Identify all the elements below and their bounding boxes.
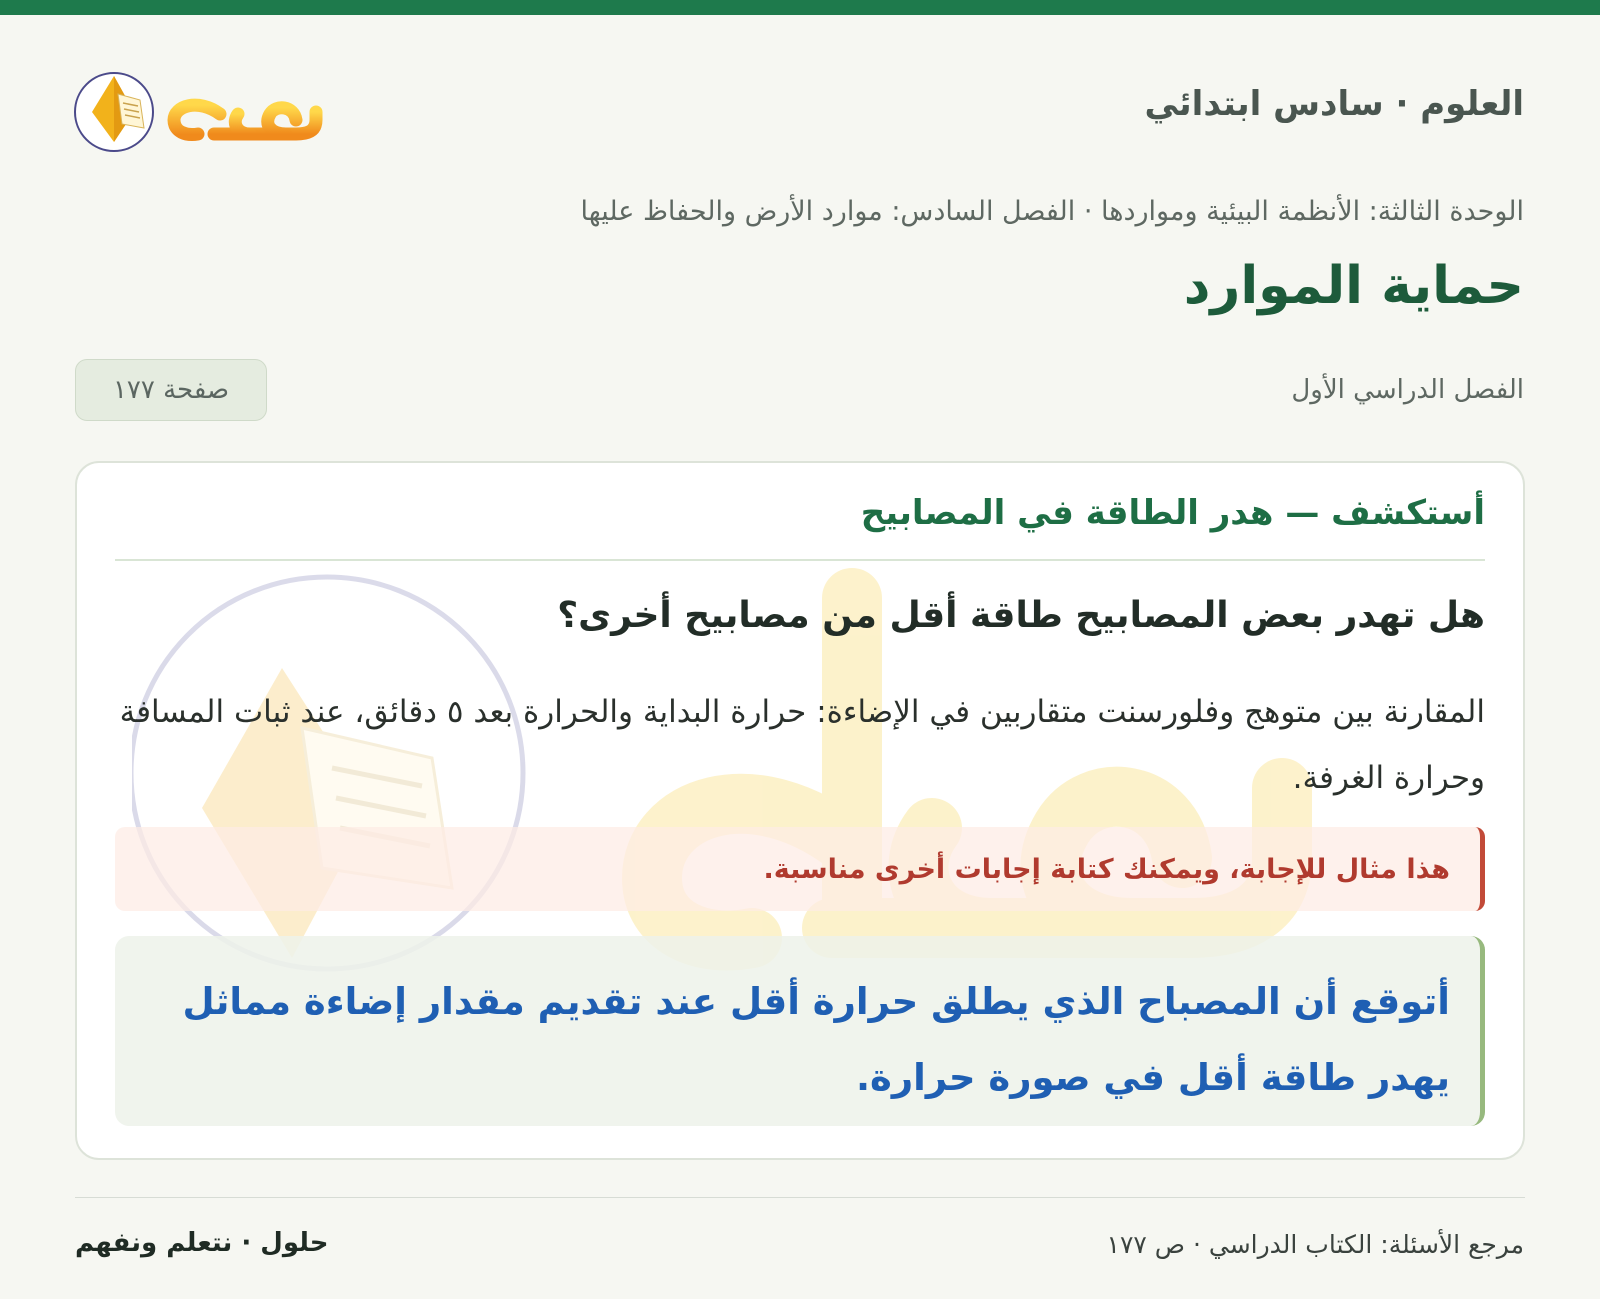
semester-label: الفصل الدراسي الأول (1291, 375, 1524, 405)
hulool-logo-graphic (74, 54, 334, 158)
activity-description: المقارنة بين متوهج وفلورسنت متقاربين في الإضاءة: حرارة البداية والحرارة بعد ٥ دقائق، عند ثبات المسافة وحرارة الغرفة. (119, 694, 1485, 796)
top-accent-bar (0, 0, 1600, 15)
page-number-text: صفحة ١٧٧ (112, 375, 230, 405)
logo-wordmark-icon (174, 74, 316, 134)
subject-grade-label: العلوم · سادس ابتدائي (1144, 84, 1524, 124)
breadcrumb: الوحدة الثالثة: الأنظمة البيئية ومواردها · الفصل السادس: موارد الأرض والحفاظ عليها (580, 196, 1524, 227)
page-title: حماية الموارد (1183, 256, 1524, 316)
explore-card (75, 461, 1525, 1160)
hulool-logo[interactable] (74, 54, 334, 158)
answer-text: أتوقع أن المصباح الذي يطلق حرارة أقل عند تقديم مقدار إضاءة مماثل يهدر طاقة أقل في صورة حرارة. (182, 980, 1450, 1099)
section-heading: أستكشف — هدر الطاقة في المصابيح (860, 493, 1485, 533)
question-text: هل تهدر بعض المصابيح طاقة أقل من مصابيح أخرى؟ (557, 595, 1485, 636)
footer-brand: حلول · نتعلم ونفهم (75, 1228, 329, 1258)
answer-note-text: هذا مثال للإجابة، ويمكنك كتابة إجابات أخرى مناسبة. (763, 853, 1450, 885)
answer-box (115, 936, 1485, 1126)
page-number-badge (75, 359, 267, 421)
section-divider (115, 559, 1485, 561)
footer-reference: مرجع الأسئلة: الكتاب الدراسي · ص ١٧٧ (1106, 1230, 1524, 1259)
answer-note-box (115, 827, 1485, 911)
footer-divider (75, 1197, 1525, 1198)
